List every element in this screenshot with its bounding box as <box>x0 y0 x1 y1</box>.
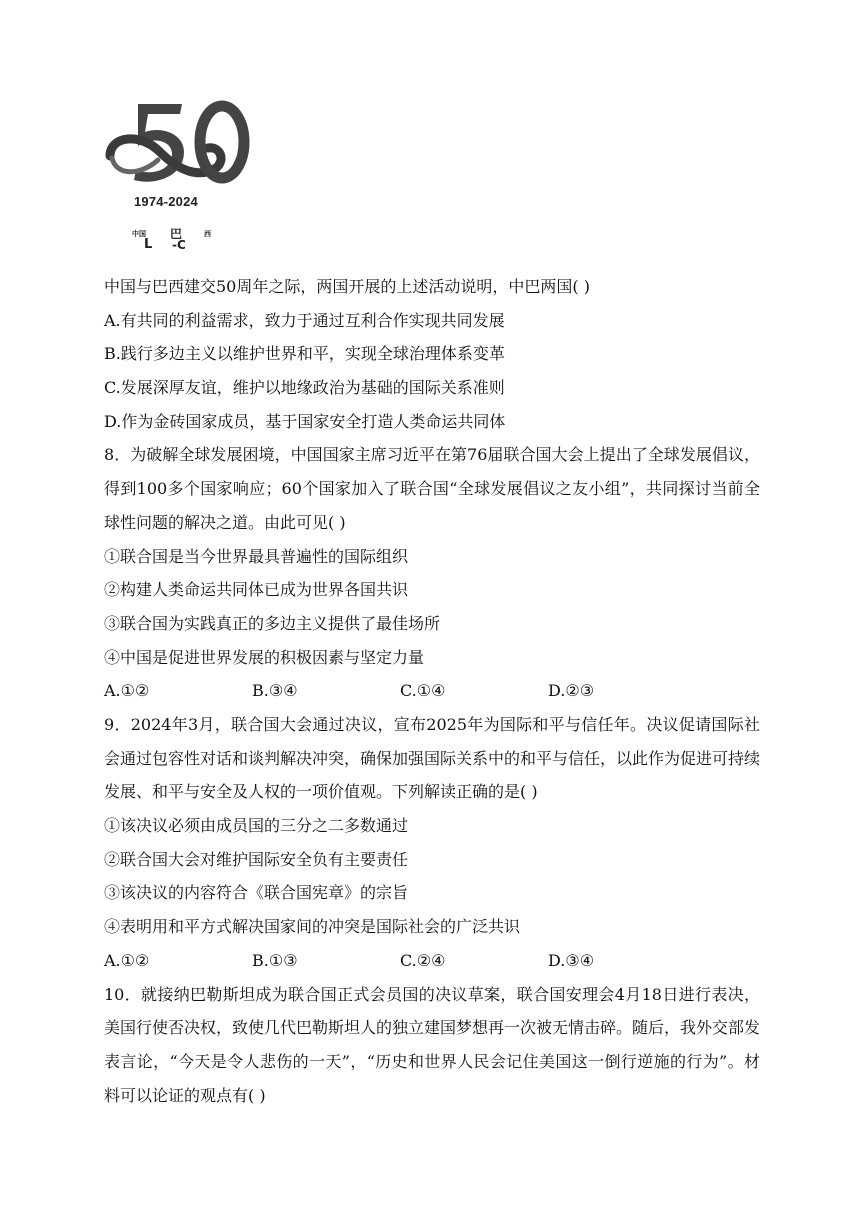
q8-choice-a: A.①② <box>104 681 150 701</box>
anniversary-logo <box>100 96 260 266</box>
mini-logo-text-0: 中国 <box>132 230 146 238</box>
q9-choice-c: C.②④ <box>400 950 446 970</box>
q8-choices <box>104 674 760 708</box>
q7-option-b: B.践行多边主义以维护世界和平，实现全球治理体系变革 <box>104 344 505 364</box>
q9-choice-b: B.①③ <box>252 950 298 970</box>
q8-item-3: ③联合国为实践真正的多边主义提供了最佳场所 <box>104 613 441 633</box>
q8-item-1: ①联合国是当今世界最具普遍性的国际组织 <box>104 546 409 566</box>
q7-option-c: C.发展深厚友谊，维护以地缘政治为基础的国际关系准则 <box>104 378 505 398</box>
q7-stem: 中国与巴西建交50周年之际，两国开展的上述活动说明，中巴两国( ) <box>104 277 590 296</box>
q8-choice-b: B.③④ <box>252 681 298 701</box>
q9-choice-a: A.①② <box>104 950 150 970</box>
china-brazil-mini-logo <box>132 224 222 252</box>
svg-text:-C: -C <box>172 238 186 252</box>
anniversary-years: 1974-2024 <box>134 194 198 209</box>
q9-choice-d: D.③④ <box>548 950 595 970</box>
q9-item-2: ②联合国大会对维护国际安全负有主要责任 <box>104 849 409 869</box>
mini-logo-text-1: 巴 <box>170 227 183 241</box>
fifty-emblem-graphic <box>100 96 260 196</box>
q9-item-4: ④表明用和平方式解决国家间的冲突是国际社会的广泛共识 <box>104 917 521 937</box>
mini-logo-text-2: 西 <box>204 230 211 238</box>
q8-choice-d: D.②③ <box>548 681 595 701</box>
q9-item-3: ③该决议的内容符合《联合国宪章》的宗旨 <box>104 883 409 903</box>
question-document <box>104 270 760 1112</box>
q9-stem: 9．2024年3月，联合国大会通过决议，宣布2025年为国际和平与信任年。决议促请国际社会通过包容性对话和谈判解决冲突，确保加强国际关系中的和平与信任，以此作为促进可持续发展、和平与安全及人权的一项价值观。下列解读正确的是( ) <box>104 714 761 802</box>
svg-text:L: L <box>144 237 153 252</box>
q7-option-a: A.有共同的利益需求，致力于通过互利合作实现共同发展 <box>104 310 505 330</box>
q8-item-4: ④中国是促进世界发展的积极因素与坚定力量 <box>104 647 425 667</box>
q8-choice-c: C.①④ <box>400 681 446 701</box>
q7-option-d: D.作为金砖国家成员，基于国家安全打造人类命运共同体 <box>104 411 506 431</box>
q8-stem: 8．为破解全球发展困境，中国国家主席习近平在第76届联合国大会上提出了全球发展倡议，得到100多个国家响应；60个国家加入了联合国“全球发展倡议之友小组”，共同探讨当前全球性问题的解决之道。由此可见( ) <box>104 445 760 532</box>
q9-choices <box>104 944 760 978</box>
q10-stem: 10．就接纳巴勒斯坦成为联合国正式会员国的决议草案，联合国安理会4月18日进行表决，美国行使否决权，致使几代巴勒斯坦人的独立建国梦想再一次被无情击碎。随后，我外交部发表言论，“今天是令人悲伤的一天”，“历史和世界人民会记住美国这一倒行逆施的行为”。材料可以论证的观点有( ) <box>104 984 761 1105</box>
q8-item-2: ②构建人类命运共同体已成为世界各国共识 <box>104 580 409 600</box>
q9-item-1: ①该决议必须由成员国的三分之二多数通过 <box>104 816 409 836</box>
